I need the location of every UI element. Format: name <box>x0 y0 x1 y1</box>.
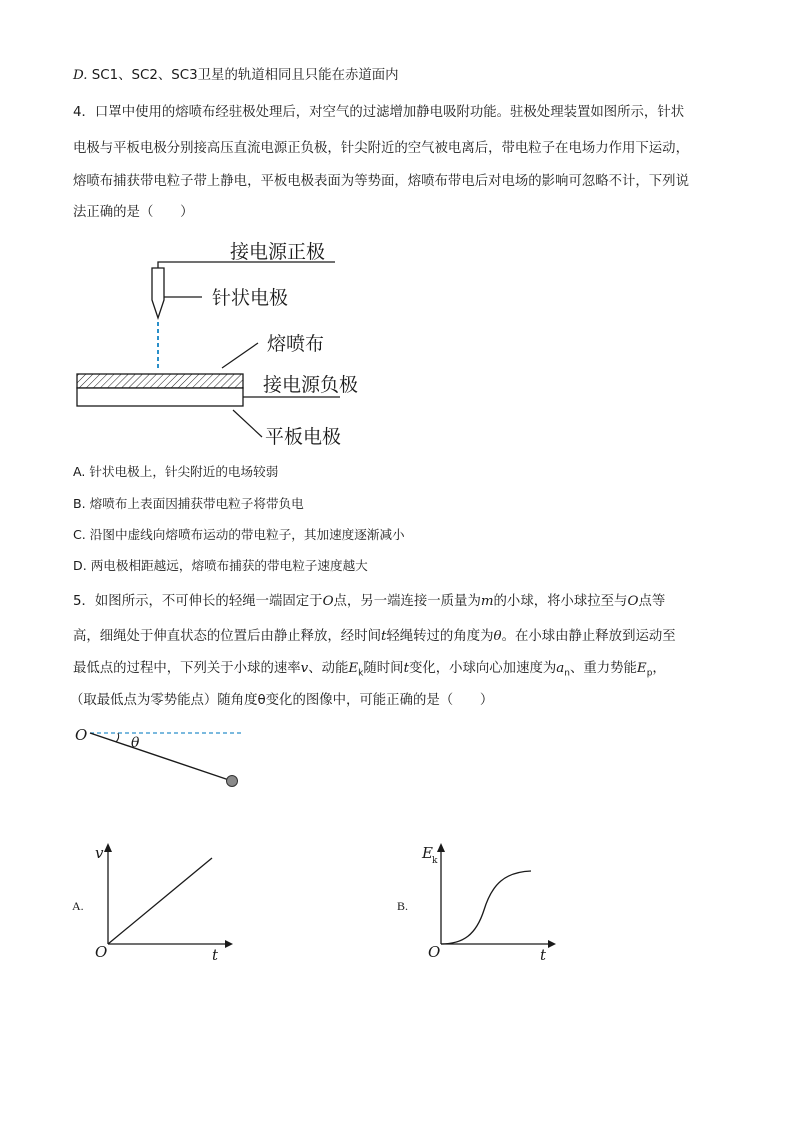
graph-b-curve <box>441 871 531 944</box>
graph-a-option-label: A. <box>72 899 84 913</box>
q5-stem-line-4: （取最低点为零势能点）随角度θ变化的图像中，可能正确的是（ ） <box>70 693 494 708</box>
q4-stem-line-2: 电极与平板电极分别接高压直流电源正负极，针尖附近的空气被电离后，带电粒子在电场力作用下运动， <box>73 141 689 156</box>
q5-stem-line-2: 高，细绳处于伸直状态的位置后由静止释放，经时间t轻绳转过的角度为θ。在小球由静止释放到运动至 <box>73 629 676 644</box>
q5-stem-line-3: 最低点的过程中，下列关于小球的速率v、动能$E_k$随时间t变化，小球向心加速度为$a_n$、重力势能$E_p$， <box>73 661 666 679</box>
q4-stem-line-1: 4．口罩中使用的熔喷布经驻极处理后，对空气的过滤增加静电吸附功能。驻极处理装置如图所示，针状 <box>73 105 685 120</box>
graph-b-origin: O <box>428 943 441 961</box>
label-pivot-o: O <box>75 726 88 744</box>
label-needle-electrode: 针状电极 <box>212 287 289 309</box>
q4-option-c: C. 沿图中虚线向熔喷布运动的带电粒子，其加速度逐渐减小 <box>73 527 405 542</box>
q3-option-d-text: SC1、SC2、SC3卫星的轨道相同且只能在赤道面内 <box>87 68 399 83</box>
ball <box>227 776 238 787</box>
string <box>90 733 229 780</box>
label-negative-terminal: 接电源负极 <box>263 374 359 396</box>
graph-b-x-arrow <box>548 940 556 948</box>
graph-b-y-arrow <box>437 843 445 852</box>
q4-option-a: A. 针状电极上，针尖附近的电场较弱 <box>73 464 279 479</box>
label-theta: θ <box>131 735 140 751</box>
graph-a-x-label: t <box>212 946 219 964</box>
label-plate-electrode: 平板电极 <box>265 426 342 448</box>
label-meltblown-fabric: 熔喷布 <box>267 333 325 355</box>
q3-option-d-letter: D. <box>73 68 88 83</box>
angle-arc <box>116 733 119 742</box>
q4-stem-line-4: 法正确的是（ ） <box>73 205 194 220</box>
graph-a-x-arrow <box>225 940 233 948</box>
q5-stem-line-1: 5．如图所示，不可伸长的轻绳一端固定于O点，另一端连接一质量为m的小球，将小球拉至与O点等 <box>73 594 666 609</box>
label-positive-terminal: 接电源正极 <box>230 241 326 263</box>
graph-b-y-label: E <box>422 844 433 862</box>
graph-a-y-label: v <box>95 844 104 862</box>
graph-b-x-label: t <box>540 946 547 964</box>
graph-a-curve <box>108 858 212 944</box>
graph-a-origin: O <box>95 943 108 961</box>
graph-b-option-label: B. <box>397 899 409 913</box>
q4-stem-line-3: 熔喷布捕获带电粒子带上静电，平板电极表面为等势面，熔喷布带电后对电场的影响可忽略不计，下列说 <box>73 174 689 189</box>
graph-a-y-arrow <box>104 843 112 852</box>
q4-option-b: B. 熔喷布上表面因捕获带电粒子将带负电 <box>73 496 304 511</box>
graph-b-y-sub: k <box>432 856 438 866</box>
q4-option-d: D. 两电极相距越远，熔喷布捕获的带电粒子速度越大 <box>73 558 368 573</box>
